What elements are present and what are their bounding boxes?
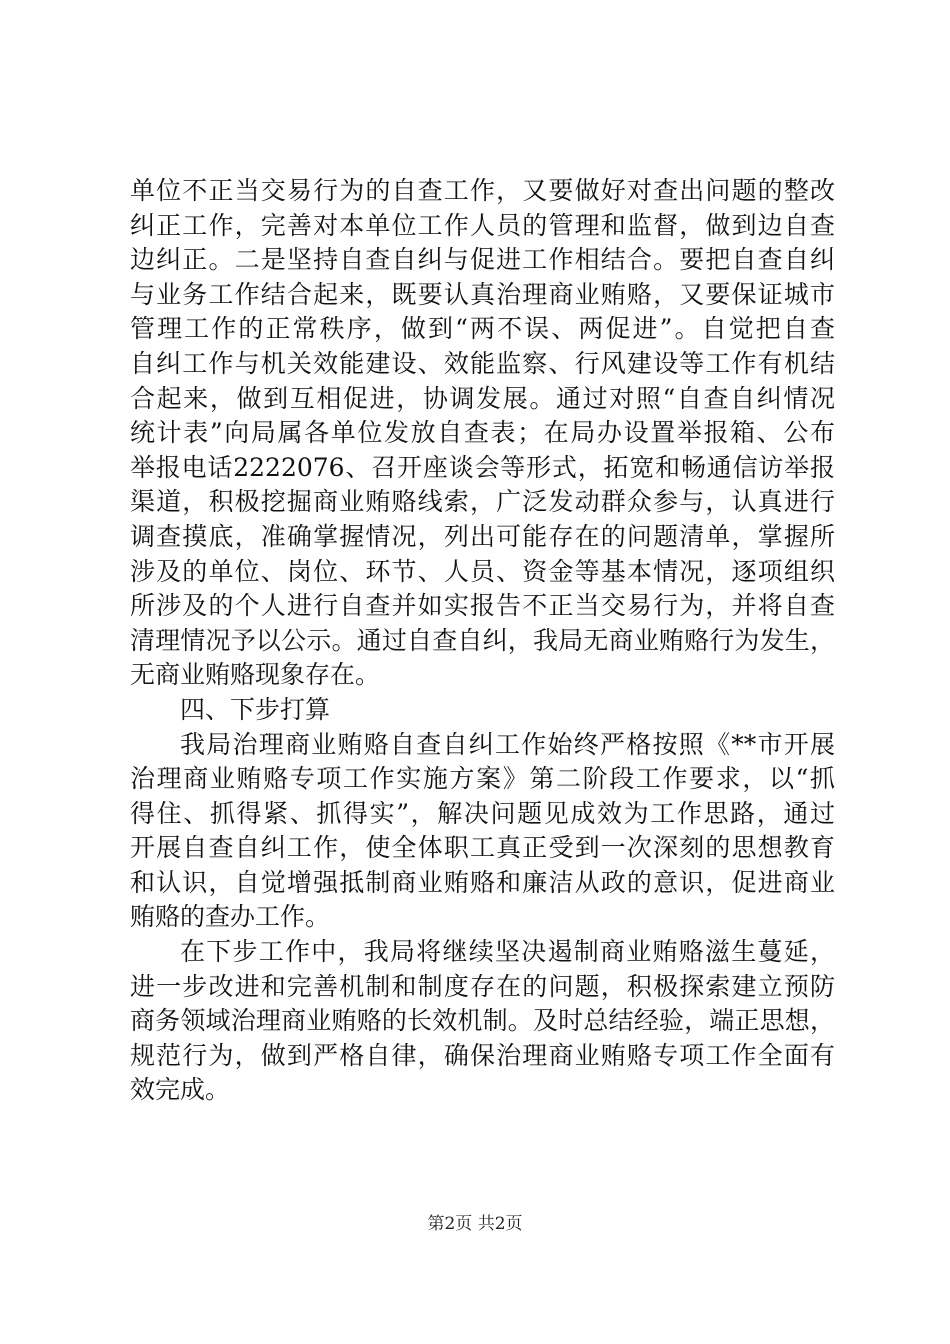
text-line: 合起来，做到互相促进，协调发展。通过对照“自查自纠情况 [130,383,835,413]
section-heading: 四、下步打算 [180,694,331,724]
text-line: 涉及的单位、岗位、环节、人员、资金等基本情况，逐项组织 [130,556,835,586]
document-body [130,174,835,1108]
text-line: 治理商业贿赂专项工作实施方案》第二阶段工作要求，以“抓 [130,764,835,794]
text-line: 举报电话2222076、召开座谈会等形式，拓宽和畅通信访举报 [130,452,835,482]
text-line: 边纠正。二是坚持自查自纠与促进工作相结合。要把自查自纠 [130,245,835,275]
text-line: 商务领域治理商业贿赂的长效机制。及时总结经验，端正思想， [130,1006,835,1036]
text-line: 渠道，积极挖掘商业贿赂线索，广泛发动群众参与，认真进行 [130,487,835,517]
page-number-footer: 第2页 共2页 [427,1214,523,1234]
text-line: 与业务工作结合起来，既要认真治理商业贿赂，又要保证城市 [130,279,835,309]
text-line: 单位不正当交易行为的自查工作，又要做好对查出问题的整改 [130,176,835,205]
text-line: 调查摸底，准确掌握情况，列出可能存在的问题清单，掌握所 [130,521,835,551]
text-line: 我局治理商业贿赂自查自纠工作始终严格按照《**市开展 [180,729,835,759]
text-line: 统计表”向局属各单位发放自查表；在局办设置举报箱、公布 [130,418,835,448]
text-line: 清理情况予以公示。通过自查自纠，我局无商业贿赂行为发生， [130,625,835,655]
text-line: 在下步工作中，我局将继续坚决遏制商业贿赂滋生蔓延， [180,937,835,967]
text-line: 和认识，自觉增强抵制商业贿赂和廉洁从政的意识，促进商业 [130,867,835,897]
text-line: 管理工作的正常秩序，做到“两不误、两促进”。自觉把自查 [130,314,835,344]
text-line: 开展自查自纠工作，使全体职工真正受到一次深刻的思想教育 [130,833,835,863]
text-line: 得住、抓得紧、抓得实”，解决问题见成效为工作思路，通过 [130,798,835,828]
text-line: 无商业贿赂现象存在。 [130,660,381,690]
text-line: 进一步改进和完善机制和制度存在的问题，积极探索建立预防 [130,971,835,1001]
text-line: 所涉及的个人进行自查并如实报告不正当交易行为，并将自查 [130,591,835,621]
text-line: 贿赂的查办工作。 [130,902,331,932]
text-line: 规范行为，做到严格自律，确保治理商业贿赂专项工作全面有 [130,1040,835,1070]
text-line: 纠正工作，完善对本单位工作人员的管理和监督，做到边自查 [130,210,835,240]
text-line: 自纠工作与机关效能建设、效能监察、行风建设等工作有机结 [130,348,835,378]
text-line: 效完成。 [130,1075,231,1105]
